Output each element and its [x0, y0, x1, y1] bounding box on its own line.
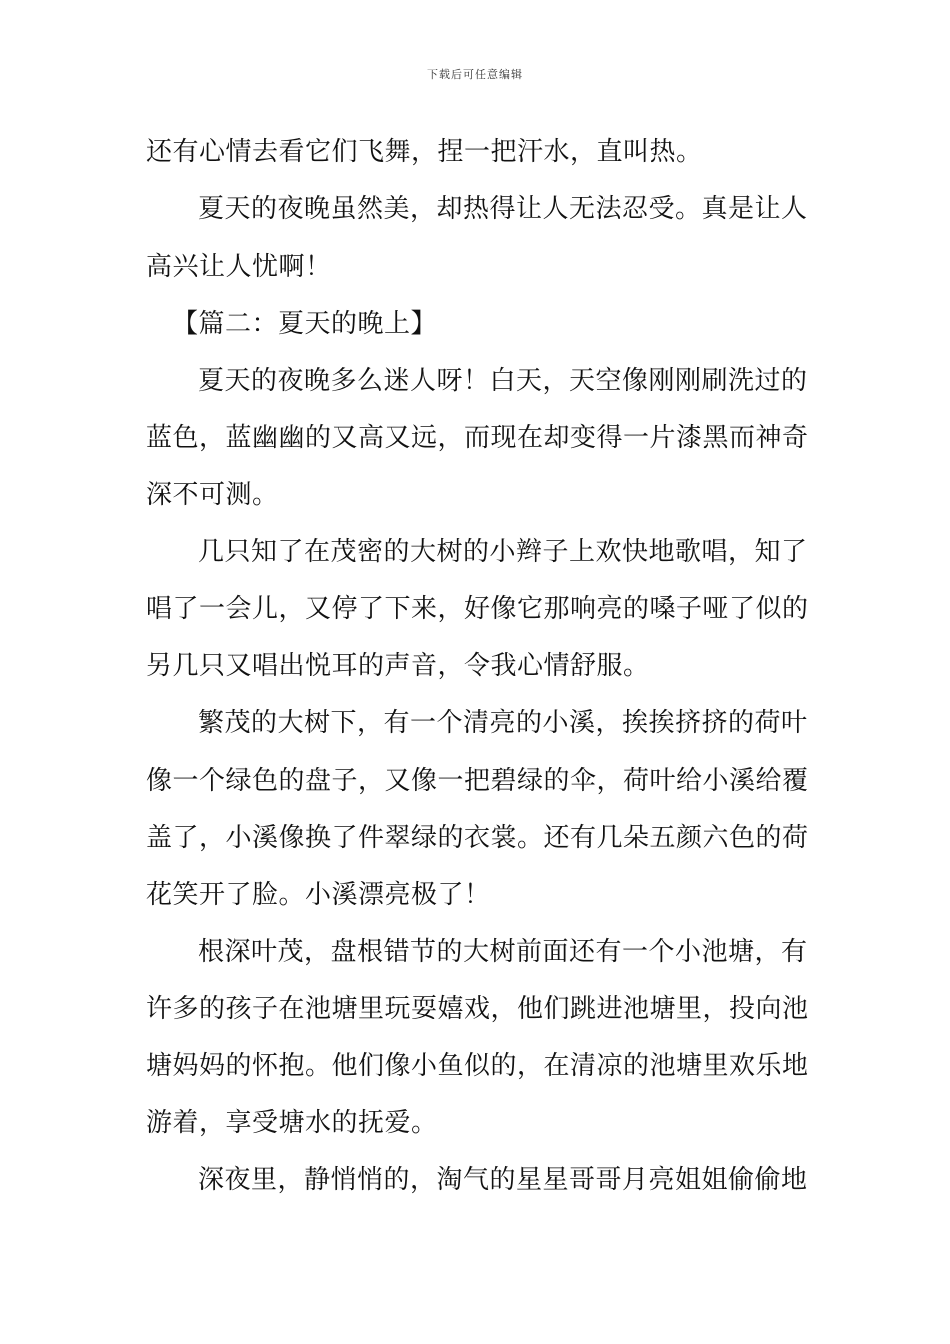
text-line: 蓝色，蓝幽幽的又高又远，而现在却变得一片漆黑而神奇 [146, 423, 809, 453]
text-line: 高兴让人忧啊！ [146, 252, 332, 282]
text-line: 根深叶茂，盘根错节的大树前面还有一个小池塘，有 [198, 937, 808, 967]
text-line: 花笑开了脸。小溪漂亮极了！ [146, 880, 491, 910]
text-line: 繁茂的大树下，有一个清亮的小溪，挨挨挤挤的荷叶 [198, 708, 808, 738]
header-note: 下载后可任意编辑 [427, 68, 523, 81]
text-line: 还有心情去看它们飞舞，捏一把汗水，直叫热。 [146, 137, 703, 167]
text-line: 塘妈妈的怀抱。他们像小鱼似的，在清凉的池塘里欢乐地 [146, 1051, 809, 1081]
section-heading: 【篇二：夏天的晚上】 [172, 309, 438, 339]
text-line: 深不可测。 [146, 480, 279, 510]
text-line: 深夜里，静悄悄的，淘气的星星哥哥月亮姐姐偷偷地 [198, 1165, 808, 1195]
text-line: 另几只又唱出悦耳的声音，令我心情舒服。 [146, 651, 650, 681]
text-line: 夏天的夜晚虽然美，却热得让人无法忍受。真是让人 [198, 194, 808, 224]
text-line: 游着，享受塘水的抚爱。 [146, 1108, 438, 1138]
text-line: 盖了，小溪像换了件翠绿的衣裳。还有几朵五颜六色的荷 [146, 823, 809, 853]
text-line: 夏天的夜晚多么迷人呀！白天，天空像刚刚刷洗过的 [198, 366, 808, 396]
text-line: 唱了一会儿，又停了下来，好像它那响亮的嗓子哑了似的 [146, 594, 809, 624]
text-line: 像一个绿色的盘子，又像一把碧绿的伞，荷叶给小溪给覆 [146, 766, 809, 796]
text-line: 几只知了在茂密的大树的小辫子上欢快地歌唱，知了 [198, 537, 808, 567]
text-line: 许多的孩子在池塘里玩耍嬉戏，他们跳进池塘里，投向池 [146, 994, 809, 1024]
